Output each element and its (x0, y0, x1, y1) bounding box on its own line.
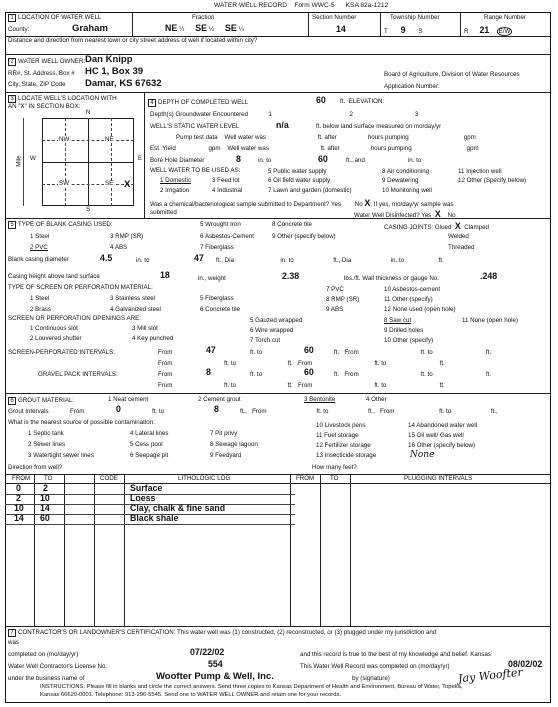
license-label: Water Well Contractor's License No. (8, 663, 108, 670)
screen-to: 60 (304, 345, 314, 355)
form-title: WATER WELL RECORD Form WWC-5 KSA 82a-1212 (214, 2, 389, 9)
opening-9: 9 Drilled holes (384, 327, 424, 334)
use-7: 7 Lawn and garden (domestic) (268, 187, 352, 194)
license-number: 554 (208, 659, 223, 669)
use-1: 1 Domestic (160, 177, 191, 184)
diam-tail: ft., Dia in. to ft., Dia in. to ft. (216, 257, 444, 264)
gravel-to: 60 (304, 367, 314, 377)
opening-10: 10 Other (specify) (384, 337, 434, 344)
gauge-label: lbs./ft. Wall thickness or gauge No. (344, 275, 440, 282)
contam-14: 14 Abandoned water well (408, 422, 478, 429)
casing-3: 3 RMP (SR) (110, 233, 144, 240)
casing-1: 1 Steel (30, 233, 50, 240)
contam-6: 6 Seepage pit (130, 452, 169, 459)
opening-8: 8 Saw cut (384, 317, 412, 324)
application-label: Application Number: (384, 83, 440, 90)
signature-label: by (signature) (352, 675, 390, 682)
owner-city: Damar, KS 67632 (85, 78, 162, 89)
quadrant-sw: SW (59, 180, 69, 187)
opening-11: 11 None (open hole) (462, 317, 518, 324)
business-name: Woofter Pump & Well, Inc. (156, 671, 274, 682)
diam-in-to: in. to (136, 257, 150, 264)
pump-test-row: Pump test data Well water was ft. after hours pumping gpm (176, 134, 476, 141)
grout-4: 4 Other (366, 396, 387, 403)
gravel-from: 8 (206, 367, 211, 377)
log-row-from: 0 (16, 483, 21, 493)
county-value: Graham (72, 23, 108, 34)
bore-label: Bore Hole Diameter (150, 157, 205, 164)
instructions-line-2: Kansas 66620-0001. Telephone: 913-296-5545. Send one to WATER WELL OWNER and retain one for your records. (40, 692, 341, 698)
east-label: E (138, 155, 143, 162)
contam-1: 1 Septic tank (28, 430, 64, 437)
quadrant-ne: NE (105, 136, 114, 143)
use-10: 10 Monitoring well (382, 187, 432, 194)
use-9: 9 Dewatering (382, 177, 419, 184)
bore-diameter: 8 (236, 154, 241, 164)
grout-from: 0 (116, 404, 121, 414)
opening-1: 1 Continuous slot (30, 325, 78, 332)
grout-to: 8 (214, 404, 219, 414)
section-3-label: 3 LOCATE WELL'S LOCATION WITH AN "X" IN SECTION BOX: (8, 95, 117, 111)
depth-value: 60 (316, 95, 326, 105)
weight-label: in., weight (198, 275, 226, 282)
casing-2: 2 PVC (30, 244, 48, 251)
instructions-line-1: INSTRUCTIONS: Please fill in blanks and circle the correct answers. Send three copies to Kansas Department of Health and Environment, Bureau of Water, Topeka, (40, 684, 463, 690)
grout-from-label: From (70, 408, 85, 415)
section-1-label: 1 LOCATION OF WATER WELL (8, 14, 101, 22)
gp-tail-1: ft. From ft. to ft. (334, 371, 492, 378)
log-header-lithologic: LITHOLOGIC LOG (178, 475, 231, 482)
use-11: 11 Injection well (458, 168, 502, 175)
contam-11: 11 Fuel storage (316, 432, 359, 439)
submitted-label: submitted (150, 209, 177, 216)
log-header-from-2: FROM (296, 475, 315, 482)
owner-address: HC 1, Box 39 (85, 66, 144, 77)
opening-6: 6 Wire wrapped (250, 327, 294, 334)
log-header-from: FROM (12, 475, 31, 482)
south-label: S (86, 206, 91, 213)
section-number: 14 (336, 24, 346, 34)
board-label: Board of Agriculture, Division of Water Resources (384, 71, 520, 78)
casing-5: 5 Wrought Iron (200, 221, 241, 228)
casing-joints: CASING JOINTS: Glued X Clamped (384, 221, 489, 231)
screen-label: TYPE OF SCREEN OR PERFORATION MATERIAL: (8, 284, 153, 291)
casing-diameter: 4.5 (100, 253, 113, 263)
contam-10: 10 Livestock pens (316, 422, 366, 429)
elevation-label: ft. ELEVATION: (340, 98, 385, 105)
casing-4: 4 ABS (110, 244, 128, 251)
range-value: R 21 E/W (464, 25, 511, 35)
screen-1: 1 Steel (30, 295, 50, 302)
log-row-to: 10 (40, 493, 50, 503)
static-level-value: n/a (276, 120, 289, 130)
contam-4: 4 Lateral lines (130, 430, 169, 437)
static-level-tail: ft. below land surface measured on mo/day/yr (316, 123, 442, 130)
screen-intervals-label: SCREEN-PERFORATED INTERVALS: (8, 349, 115, 356)
opening-7: 7 Torch cut (250, 337, 281, 344)
opening-4: 4 Key punched (132, 335, 174, 342)
log-row-to: 60 (40, 513, 50, 523)
record-completed-label: This Water Well Record was completed on (mo/day/yr) (300, 663, 450, 670)
screen-10: 10 Asbestos-cement (384, 286, 441, 293)
log-row-desc: Clay, chalk & fine sand (130, 503, 226, 513)
grout-to-label: ft. to (152, 408, 165, 415)
contam-16: 16 Other (specify below) (408, 442, 476, 449)
opening-2: 2 Louvered shutter (30, 335, 82, 342)
contamination-label: What is the nearest source of possible contamination: (8, 419, 155, 426)
screen-5: 5 Fiberglass (200, 295, 234, 302)
gp-to-label: ft. to (250, 371, 263, 378)
casing-7: 7 Fiberglass (200, 244, 234, 251)
contam-15: 15 Oil well/ Gas well (408, 432, 464, 439)
contam-3: 3 Watertight sewer lines (28, 452, 94, 459)
west-label: W (30, 155, 36, 162)
gp-from-label: From (158, 371, 173, 378)
gravel-pack-label: GRAVEL PACK INTERVALS: (38, 371, 118, 378)
fraction-label: Fraction (192, 14, 215, 21)
true-record-label: and this record is true to the best of my knowledge and belief. Kansas (300, 651, 491, 658)
log-header-code: CODE (100, 475, 118, 482)
openings-label: SCREEN OR PERFORATION OPENINGS ARE: (8, 315, 141, 322)
screen-11: 11 Other (specify) (384, 296, 433, 303)
spi-from-label: From (158, 349, 173, 356)
bore-to-value: 60 (318, 154, 328, 164)
diameter-label: Blank casing diameter (8, 256, 69, 263)
opening-5: 5 Gauzed wrapped (250, 317, 303, 324)
county-label: County: (8, 26, 30, 33)
owner-name: Dan Knipp (85, 54, 133, 65)
wall-gauge: .248 (480, 271, 498, 281)
use-5: 5 Public water supply (268, 168, 327, 175)
use-3: 3 Feed lot (212, 177, 240, 184)
grout-3: 3 Bentonite (304, 396, 336, 403)
screen-7: 7 PVC (326, 286, 344, 293)
quadrant-nw: NW (59, 136, 70, 143)
casing-6: 6 Asbestos-Cement (200, 233, 254, 240)
yield-row: Est. Yield gpm Well water was ft. after hours pumping gpm (150, 145, 479, 152)
record-completed-date: 08/02/02 (508, 659, 543, 669)
log-header-to-2: TO (330, 475, 339, 482)
use-label: WELL WATER TO BE USED AS: (150, 167, 241, 174)
log-row-from: 14 (14, 513, 24, 523)
casing-weight: 2.38 (282, 271, 300, 281)
casing-8: 8 Concrete tile (272, 221, 312, 228)
well-location-mark: X (124, 179, 131, 190)
distance-label: Distance and direction from nearest town or city street address of well if located within city? (8, 37, 258, 44)
range-label: Range Number (484, 14, 526, 21)
use-8: 8 Air conditioning (382, 168, 430, 175)
section-number-label: Section Number (312, 14, 357, 21)
contam-8: 8 Sewage lagoon (210, 441, 258, 448)
log-header-plugging: PLUGGING INTERVALS (404, 475, 473, 482)
screen-4: 4 Galvanized steel (110, 306, 161, 313)
opening-3: 3 Mill slot (132, 325, 158, 332)
log-row-desc: Loess (130, 493, 156, 503)
casing-height: 18 (160, 270, 170, 280)
how-many-feet-label: How many feet? (312, 464, 357, 471)
completed-label: completed on (mo/day/yr) (8, 651, 79, 658)
grout-1: 1 Neat cement (108, 396, 149, 403)
use-2: 2 Irrigation (160, 187, 190, 194)
log-row-from: 10 (14, 503, 24, 513)
contam-9: 9 Feedyard (210, 452, 242, 459)
spi-to-label: ft. to (250, 349, 263, 356)
grout-2: 2 Cement grout (198, 396, 241, 403)
log-header-to: TO (44, 475, 53, 482)
city-label: City, State, ZIP Code (8, 81, 66, 88)
casing-9: 9 Other (specify below) (272, 233, 336, 240)
address-label: RR#, St. Address, Box # (8, 70, 75, 77)
section-2-label: 2 WATER WELL OWNER: (8, 58, 85, 66)
north-label: N (86, 109, 91, 116)
township-value: T 9 S (384, 25, 423, 35)
log-row-to: 14 (40, 503, 50, 513)
use-12: 12 Other (Specify below) (458, 177, 527, 184)
section-6-label: 6 GROUT MATERIAL: (8, 397, 74, 405)
section-5-label: 5 TYPE OF BLANK CASING USED: (8, 221, 113, 229)
static-level-label: WELL'S STATIC WATER LEVEL (150, 123, 240, 130)
spi-row-2: From ft. to ft. From ft. to ft. (158, 360, 445, 367)
depth-label: 4 DEPTH OF COMPLETED WELL (148, 99, 248, 107)
contam-7: 7 Pit privy (210, 430, 238, 437)
use-6: 6 Oil field water supply (268, 177, 331, 184)
direction-label: Direction from well? (8, 464, 63, 471)
business-label: under the business name of (8, 675, 85, 682)
joint-welded: Welded (448, 233, 469, 240)
bore-tail: ft., and in. to (346, 157, 422, 164)
contam-5: 5 Cess pool (130, 441, 163, 448)
screen-9: 9 ABS (326, 306, 344, 313)
screen-12: 12 None used (open hole) (384, 306, 456, 313)
contam-none-handwritten: None (410, 450, 435, 460)
joint-threaded: Threaded (448, 244, 475, 251)
signature: Jay Woofter (457, 665, 524, 686)
log-row-to: 2 (43, 483, 48, 493)
certification-text: 7 CONTRACTOR'S OR LANDOWNER'S CERTIFICATION: This water well was (1) constructed, (2) reconstructed, or (3) plugged under my jurisdiction and (8, 629, 436, 637)
spi-tail-1: ft. From ft. to ft. (334, 349, 492, 356)
casing-to: 47 (194, 253, 204, 263)
log-row-desc: Black shale (130, 513, 179, 523)
log-row-from: 2 (16, 493, 21, 503)
gp-row-2: From ft. to ft. From ft. to ft. (158, 382, 445, 389)
bore-in-to: in. to (258, 157, 272, 164)
fraction-values: NE ¼ SE ¼ SE ¼ (165, 23, 244, 33)
township-label: Township Number (390, 14, 440, 21)
groundwater-label: Depth(s) Groundwater Encountered 1 2 3 (150, 111, 419, 118)
screen-6: 6 Concrete tile (200, 306, 240, 313)
contam-2: 2 Sewer lines (28, 441, 66, 448)
screen-8: 8 RMP (SR) (326, 296, 360, 303)
contam-13: 13 Insecticide storage (316, 452, 377, 459)
screen-3: 3 Stainless steel (110, 295, 156, 302)
grout-intervals-label: Grout Intervals (8, 408, 49, 415)
use-4: 4 Industrial (212, 187, 243, 194)
quadrant-se: SE (105, 180, 114, 187)
mile-label: Mile (15, 155, 23, 167)
chem-row: Was a chemical/bacteriological sample submitted to Department? Yes No X; If yes, mo/day/yr sample was (150, 198, 454, 208)
screen-2: 2 Brass (30, 306, 51, 313)
contam-12: 12 Fertilizer storage (316, 442, 371, 449)
log-row-desc: Surface (130, 483, 163, 493)
disinfected-row: Water Well Disinfected? Yes X No (354, 209, 456, 219)
grout-tail: ft., From ft. to ft., From ft. to ft., (240, 408, 498, 415)
height-label: Casing height above land surface (8, 273, 100, 280)
screen-from: 47 (206, 345, 216, 355)
was-label: was (8, 639, 20, 646)
completed-date: 07/22/02 (190, 647, 225, 657)
